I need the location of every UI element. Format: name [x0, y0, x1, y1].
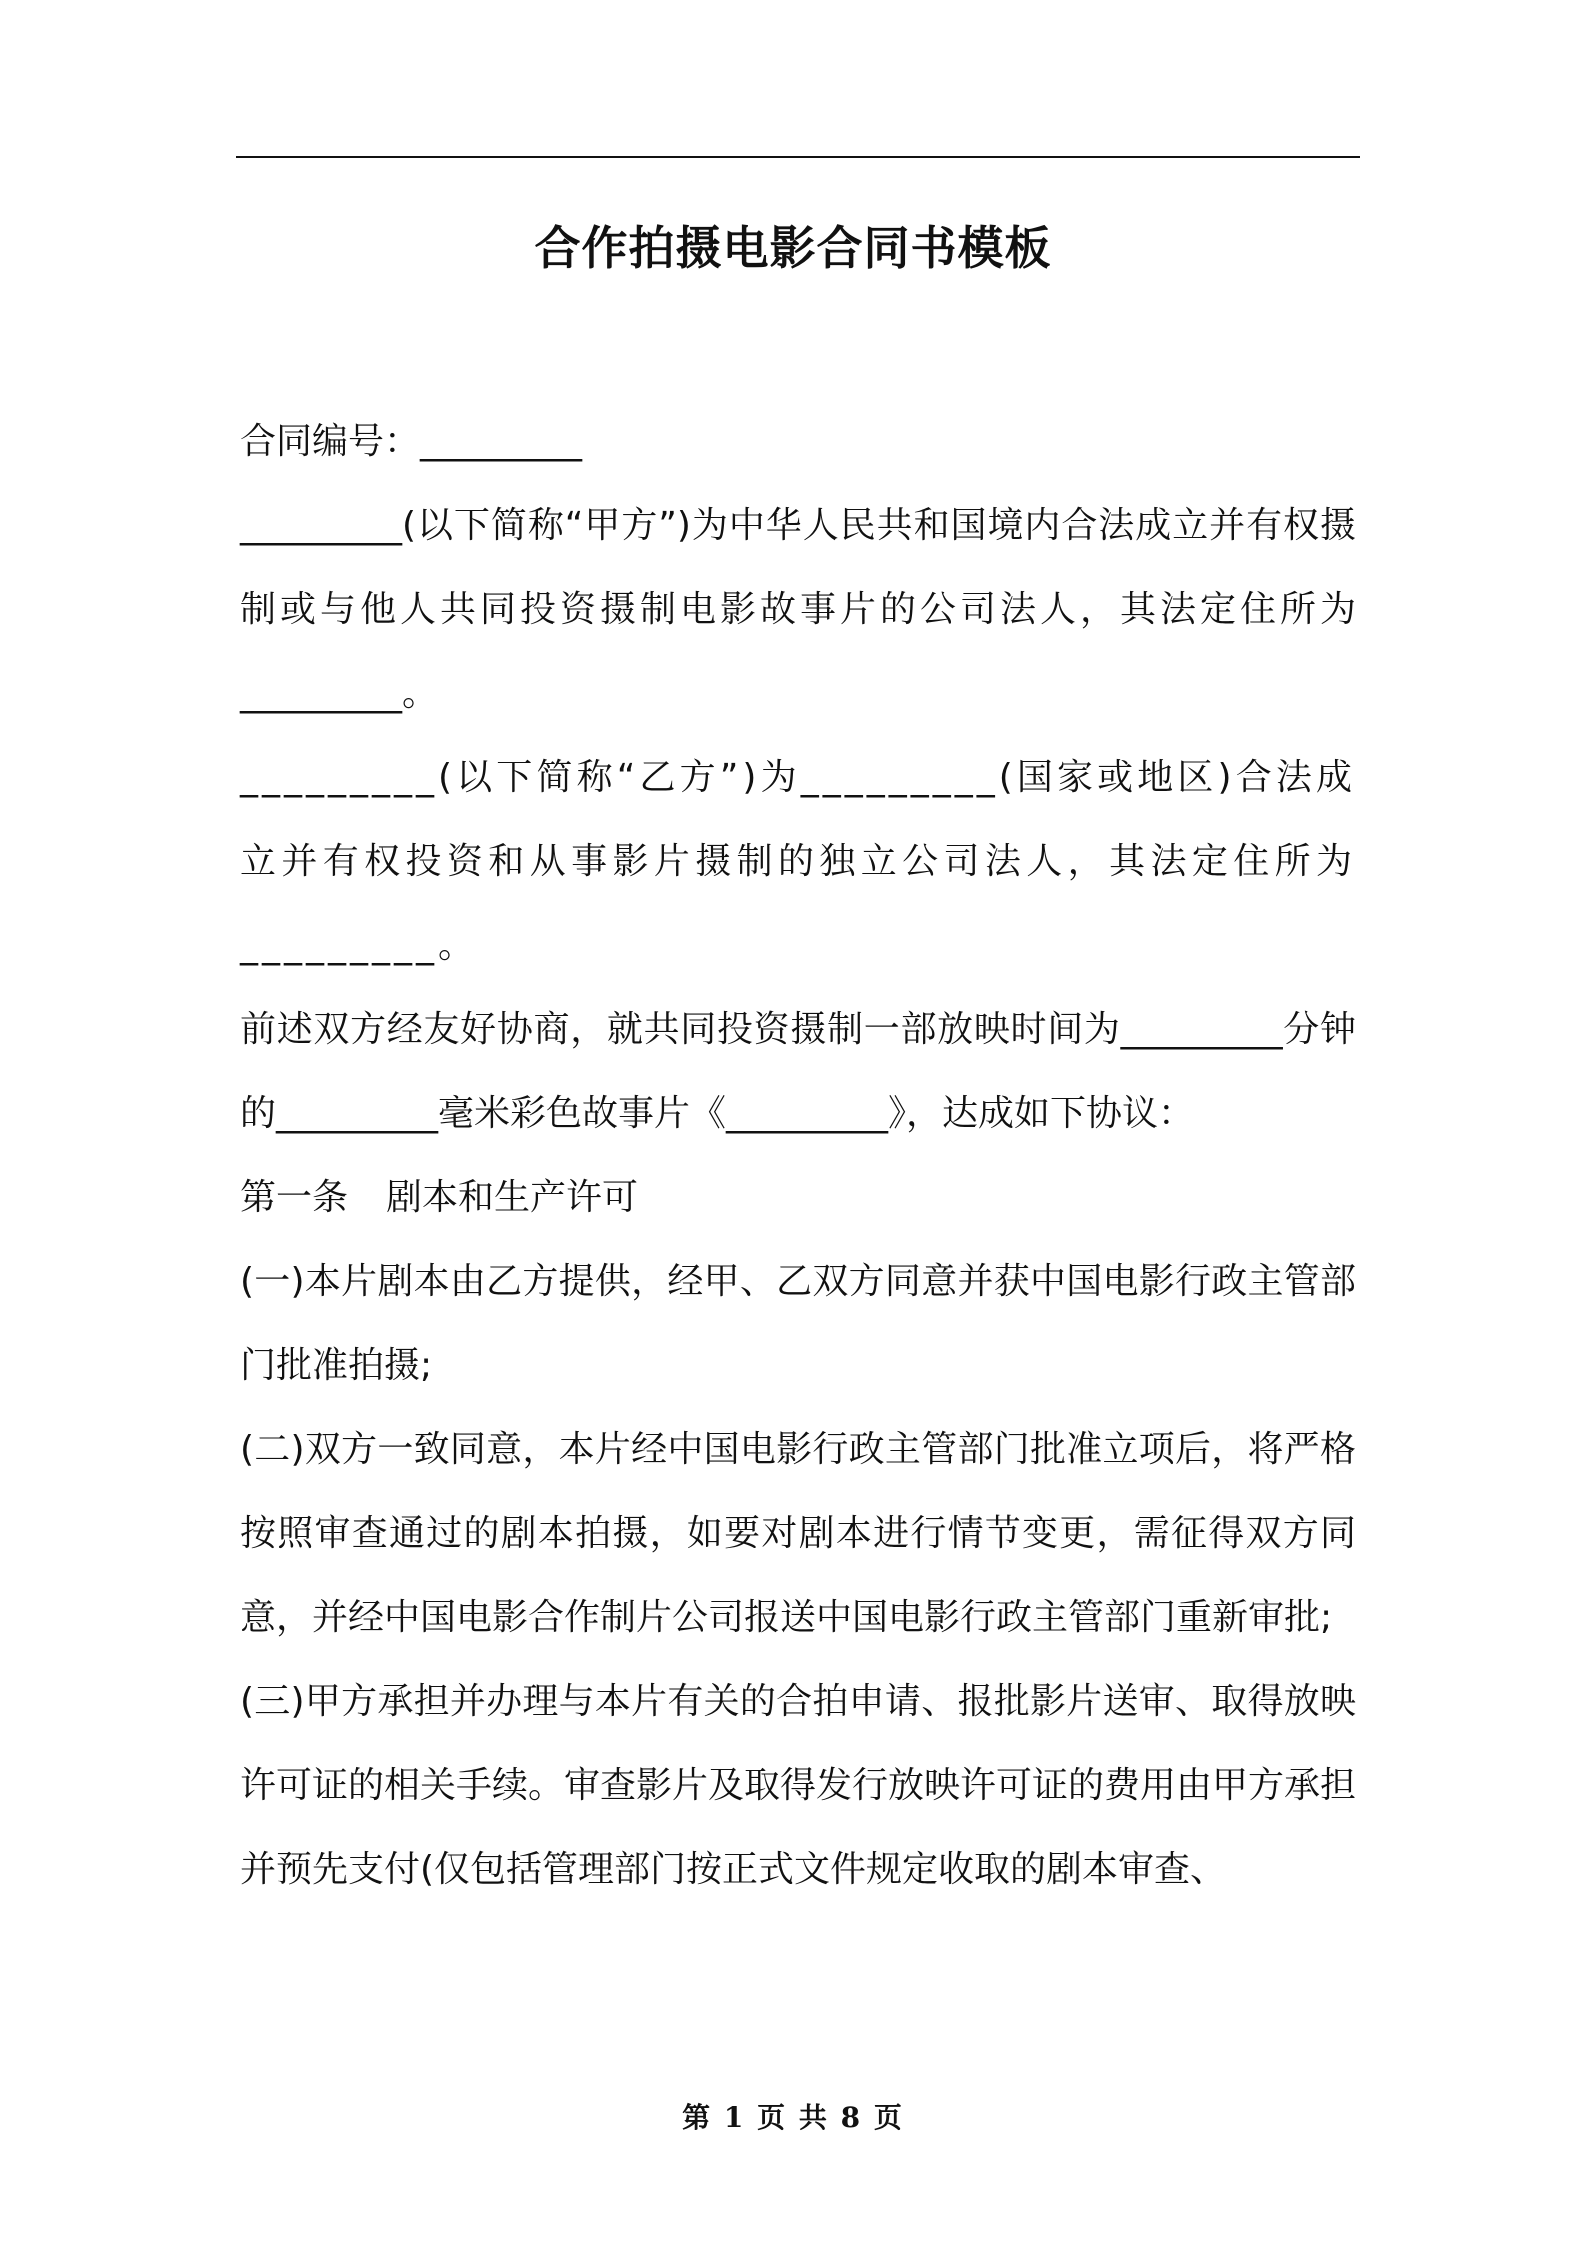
article-1-title: 剧本和生产许可: [386, 1177, 639, 1218]
contract-number-line: 合同编号：_________: [240, 421, 583, 462]
article-1-clause-3: (三)甲方承担并办理与本片有关的合拍申请、报批影片送审、取得放映许可证的相关手续。审查影片及取得发行放映许可证的费用由甲方承担并预先支付(仅包括管理部门按正式文件规定收取的剧本审查、: [240, 1681, 1357, 1890]
party-b-paragraph: _________(以下简称“乙方”)为_________(国家或地区)合法成立并有权投资和从事影片摄制的独立公司法人，其法定住所为_________。: [240, 757, 1356, 966]
article-1-clause-1: (一)本片剧本由乙方提供，经甲、乙双方同意并获中国电影行政主管部门批准拍摄;: [240, 1261, 1356, 1386]
document-body: [240, 400, 1356, 1912]
document-title: 合作拍摄电影合同书模板: [534, 221, 1052, 275]
article-1-heading: [240, 1156, 1356, 1240]
preamble-paragraph: 前述双方经友好协商，就共同投资摄制一部放映时间为_________分钟的_________毫米彩色故事片《_________》，达成如下协议：: [240, 1009, 1356, 1134]
party-a-paragraph: _________(以下简称“甲方”)为中华人民共和国境内合法成立并有权摄制或与他人共同投资摄制电影故事片的公司法人，其法定住所为_________。: [240, 505, 1356, 714]
article-1-clause-2: (二)双方一致同意，本片经中国电影行政主管部门批准立项后，将严格按照审查通过的剧本拍摄，如要对剧本进行情节变更，需征得双方同意，并经中国电影合作制片公司报送中国电影行政主管部门重新审批;: [240, 1429, 1356, 1638]
article-1-number: 第一条: [240, 1177, 349, 1218]
header-rule: [236, 156, 1360, 158]
page-number-footer: 第 1 页 共 8 页: [682, 2101, 904, 2134]
